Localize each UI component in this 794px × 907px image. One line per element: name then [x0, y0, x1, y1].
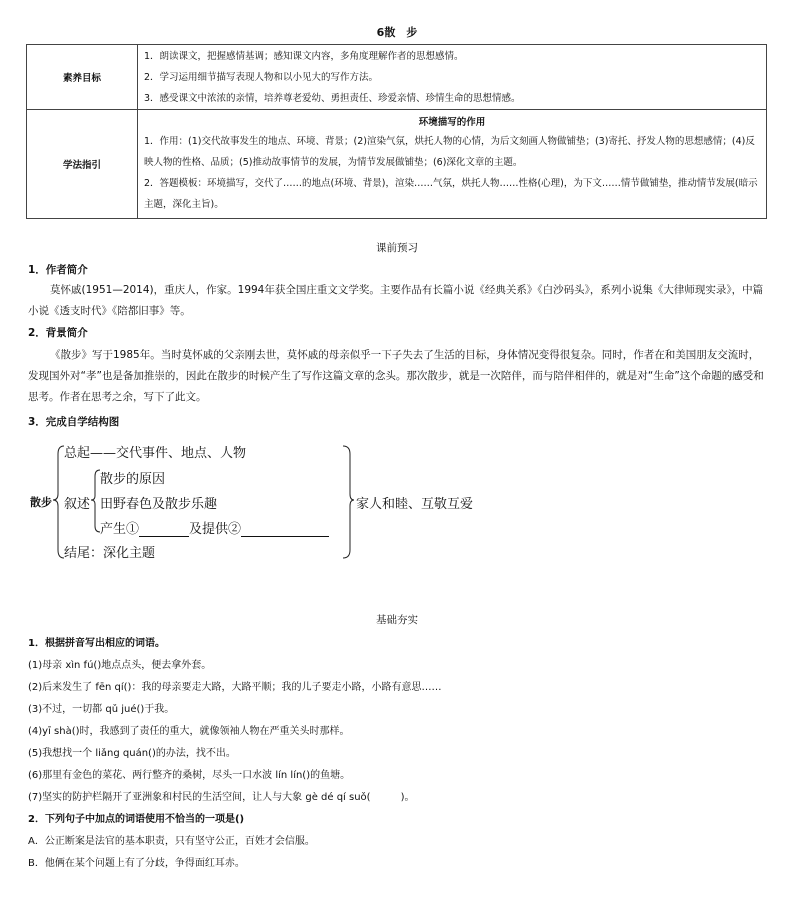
outer-left-brace: [53, 446, 64, 558]
map-root: 散步: [30, 496, 52, 509]
guide-content: [138, 110, 767, 219]
map-start: 总起——交代事件、地点、人物: [64, 446, 247, 461]
guide-label: 学法指引: [27, 110, 138, 219]
question-1-item: (2)后来发生了 fēn qí()：我的母亲要走大路，大路平顺；我的儿子要走小路，小路有意思……: [28, 682, 442, 693]
goal-item: 1．朗读课文，把握感情基调；感知课文内容，多角度理解作者的思想感情。: [144, 50, 464, 62]
map-narrate: 叙述: [64, 497, 91, 512]
preview-section-title: 课前预习: [376, 242, 418, 254]
goal-item: 3．感受课文中浓浓的亲情，培养尊老爱幼、勇担责任、珍爱亲情、珍情生命的思想情感。: [144, 92, 521, 104]
question-1-item: (4)yī shà()时，我感到了责任的重大，就像领袖人物在严重关头时那样。: [28, 726, 350, 737]
background-paragraph: 《散步》写于1985年。当时莫怀戚的父亲刚去世，莫怀戚的母亲似乎一下子失去了生活的目标，身体情况变得很复杂。同时，作者在和美国朋友交流时，发现国外对“孝”也是备加推崇的，因此在散步的时候产生了写作这篇文章的念头。那次散步，就是一次陪伴，而与陪伴相伴的，就是对“生命”这个命题的感受和思考。作者在思考之余，写下了此文。: [28, 349, 764, 403]
goals-label: 素养目标: [27, 45, 138, 110]
author-heading: 1．作者简介: [28, 264, 88, 276]
map-end: 结尾：深化主题: [64, 546, 156, 561]
map-heading: 3．完成自学结构图: [28, 416, 120, 428]
blank-2[interactable]: [241, 536, 329, 537]
blank-1[interactable]: [139, 536, 189, 537]
question-1-item: (1)母亲 xìn fú()地点点头，便去拿外套。: [28, 660, 212, 671]
basics-section-title: 基础夯实: [376, 614, 418, 626]
guide-line: 2．答题模板：环境描写，交代了……的地点(环境、背景)，渲染……气氛，烘托人物……性格(心理)，为下文……情节做铺垫，推动情节发展(暗示主题，深化主旨)。: [144, 177, 758, 210]
background-heading: 2．背景简介: [28, 327, 88, 339]
option-b: B．他俩在某个问题上有了分歧，争得面红耳赤。: [28, 858, 245, 869]
goals-content: [138, 45, 767, 110]
guide-line: 1．作用：(1)交代故事发生的地点、环境、背景；(2)渲染气氛，烘托人物的心情，为后文刻画人物做铺垫；(3)寄托、抒发人物的思想感情；(4)反映人物的性格、品质；(5)推动故事情节的发展，为情节发展做铺垫；(6)深化文章的主题。: [144, 135, 755, 168]
guide-header: 环境描写的作用: [418, 116, 486, 128]
inner-left-brace: [91, 470, 100, 532]
question-1-item: (3)不过，一切都 qǔ jué()于我。: [28, 704, 175, 715]
question-2: 2．下列句子中加点的词语使用不恰当的一项是(): [28, 814, 245, 825]
question-1-item: (6)那里有金色的菜花、两行整齐的桑树，尽头一口水波 lín lín()的鱼塘。: [28, 770, 351, 781]
map-provide: 及提供②: [189, 522, 242, 537]
question-1: 1．根据拼音写出相应的词语。: [28, 638, 165, 649]
map-produce: 产生①: [100, 522, 140, 537]
structure-map: [28, 442, 508, 562]
option-a: A．公正断案是法官的基本职责，只有坚守公正，百姓才会信服。: [28, 836, 315, 847]
map-result: 家人和睦、互敬互爱: [356, 497, 474, 512]
map-reason: 散步的原因: [100, 472, 166, 487]
author-paragraph: 莫怀戚(1951—2014)，重庆人，作家。1994年获全国庄重文文学奖。主要作品有长篇小说《经典关系》《白沙码头》，系列小说集《大律师现实录》，中篇小说《透支时代》《陪都旧事》等。: [28, 284, 764, 317]
lesson-title: 6散 步: [376, 26, 418, 39]
question-1-item: (5)我想找一个 liǎng quán()的办法，找不出。: [28, 748, 236, 759]
question-1-item: (7)坚实的防护栏隔开了亚洲象和村民的生活空间，让人与大象 gè dé qí suǒ( )。: [28, 792, 415, 803]
map-scene: 田野春色及散步乐趣: [100, 497, 218, 512]
right-brace: [343, 446, 354, 558]
map-produce-line: [100, 518, 329, 537]
goal-item: 2．学习运用细节描写表现人物和以小见大的写作方法。: [144, 71, 379, 83]
goals-table: [26, 44, 767, 219]
